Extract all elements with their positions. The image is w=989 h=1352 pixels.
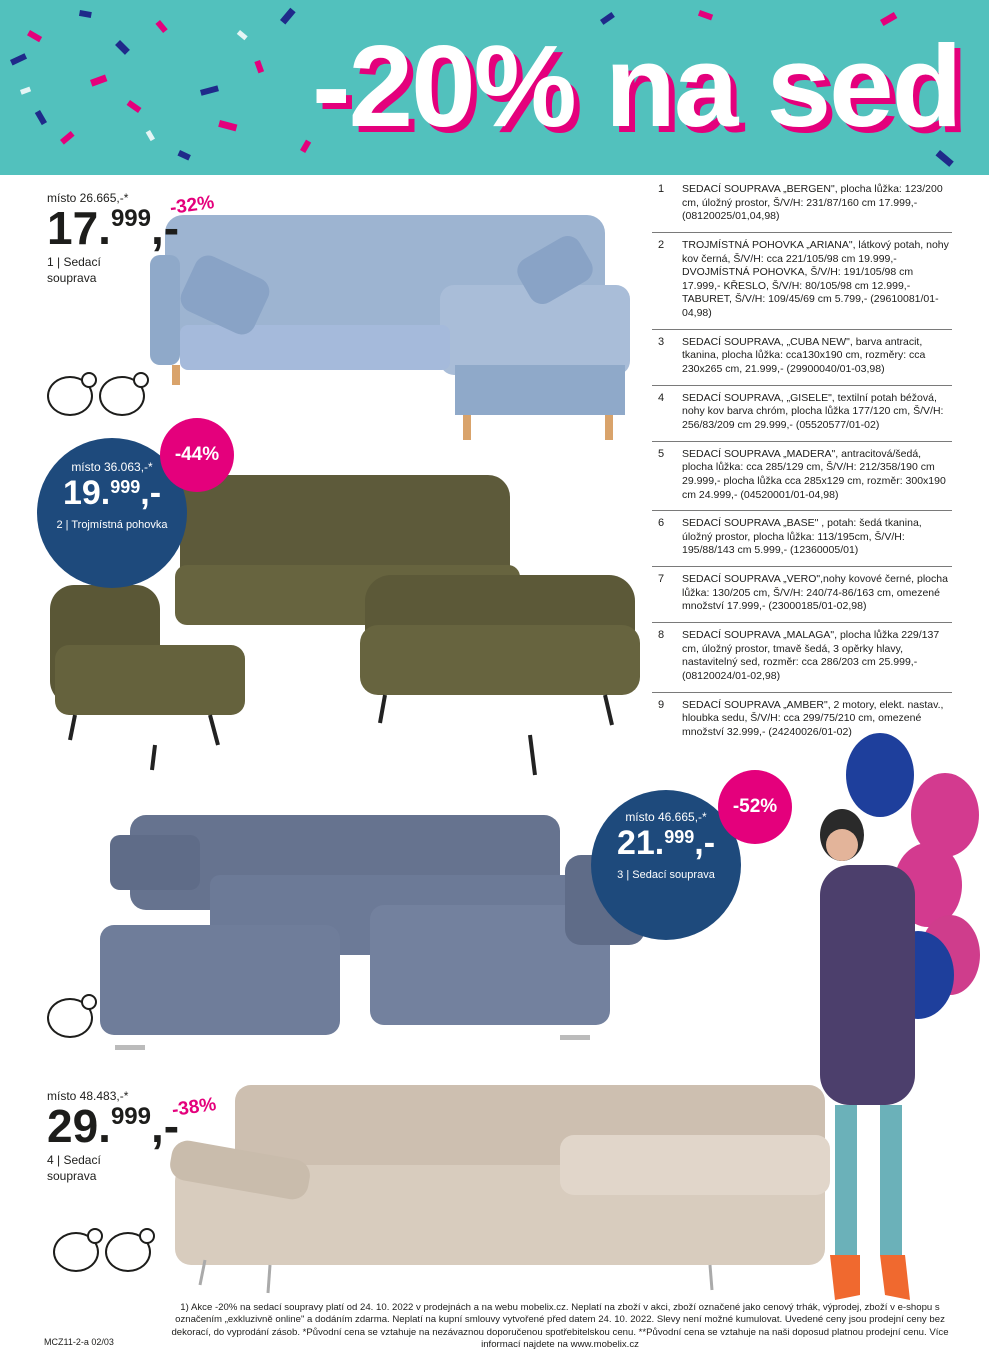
spec-text: SEDACÍ SOUPRAVA „VERO",nohy kovové černé, plocha lůžka: 130/205 cm, Š/V/H: 240/74-86/163 cm, omezené množství 17.999,- (23000185/01-02,98) [682,573,948,613]
offer-1-feature-icons [47,376,145,416]
offer-3-price-tail: ,- [694,824,716,862]
offer-3-price-cents: 999 [664,827,695,847]
page-code: MCZ11-2-a 02/03 [44,1337,114,1347]
bed-function-icon [47,376,93,416]
spec-text: SEDACÍ SOUPRAVA, „CUBA NEW", barva antracit, tkanina, plocha lůžka: cca130x190 cm, rozměry: cca 230x265 cm, 21.999,- (29900040/01-03,98) [682,335,926,376]
spec-text: SEDACÍ SOUPRAVA, „GISELE", textilní potah béžová, nohy kov barva chróm, plocha lůžka 177/120 cm, Š/V/H: 256/83/209 cm 29.999,- (05520577/01-02) [682,391,944,431]
offer-2-discount-badge [160,418,234,492]
spec-number: 3 [658,335,665,348]
offer-1-price-main: 17. [47,202,111,254]
offer-1-price-tail: ,- [151,202,180,254]
spec-number: 7 [658,573,665,586]
sofa-gisele-image [168,1085,830,1293]
offer-1-label: 1 | Sedací souprava [47,255,101,285]
offer-3-discount: -52% [732,796,778,817]
spec-item [652,699,952,748]
storage-space-icon [53,1232,99,1272]
spec-item [652,517,952,567]
offer-4-price [47,1089,179,1184]
product-spec-list [652,183,952,754]
bed-function-icon [47,998,93,1038]
spec-item [652,183,952,233]
offer-3-feature-icons [47,998,93,1038]
offer-2-price-main: 19. [62,474,111,512]
spec-number: 1 [658,183,665,195]
offer-3-was-price: místo 46.665,-* [625,810,707,824]
offer-1-was-price: místo 26.665,-* [47,191,129,205]
spec-item [652,392,952,442]
offer-4-price-tail: ,- [151,1100,180,1152]
offer-2-discount: -44% [174,444,220,465]
header-banner [0,0,989,175]
spec-item [652,448,952,512]
spec-number: 9 [658,698,665,711]
headline: -20% na sed [312,21,961,151]
woman-with-balloons-image [820,733,980,1300]
legal-footnote: 1) Akce -20% na sedací soupravy platí od 24. 10. 2022 v prodejnách a na webu mobelix.cz. Neplatí na zboží v akci, zboží označené jako cenový trhák, výprodej, zboží v e-shopu s označením „exkluzivně online" a dodáním zdarma. Neplatí na kupní smlouvy vytvořené před datem 24. 10. 2022. Slevy není možné kumulovat. Uvedené ceny jsou prodejní ceny bez dekorací, do vyprodání zásob. *Původní cena se vztahuje na nezávaznou doporučenou spotřebitelskou cenu. **Původní cena se vztahuje na naši doposud platnou prodejní cenu. Více informací najdete na www.mobelix.cz [171,1302,949,1351]
spec-item [652,336,952,386]
spec-number: 6 [658,517,665,530]
spec-text: SEDACÍ SOUPRAVA „AMBER", 2 motory, elekt. nastav., hloubka sedu, Š/V/H: cca 299/75/210 cm, omezené množství 32.999,- (24240026/01-02) [682,698,944,738]
offer-4-was-price: místo 48.483,-* [47,1089,129,1103]
offer-2-current-price [37,476,187,510]
offer-2-label: 2 | Trojmístná pohovka [56,519,168,531]
spec-number: 5 [658,447,665,460]
spec-number: 2 [658,238,665,251]
spec-text: SEDACÍ SOUPRAVA „BASE" , potah: šedá tkanina, úložný prostor, plocha lůžka: 113/195cm, Š/V/H: 195/88/143 cm 5.999,- (12360005/01) [682,517,922,557]
offer-3-label: 3 | Sedací souprava [617,869,715,881]
offer-1-price-cents: 999 [110,205,151,232]
spec-text: SEDACÍ SOUPRAVA „BERGEN", plocha lůžka: 123/200 cm, úložný prostor, Š/V/H: 231/87/160 cm 17.999,- (08120025/01,04,98) [682,183,943,223]
spec-number: 8 [658,629,665,642]
spec-text: TROJMÍSTNÁ POHOVKA „ARIANA", látkový potah, nohy kov černá, Š/V/H: cca 221/105/98 cm 19.999,- DVOJMÍSTNÁ POHOVKA, Š/V/H: 191/105/98 cm 17.999,- KŘESLO, Š/V/H: 80/105/98 cm 12.999,- TABURET, Š/V/H: 109/45/69 cm 5.799,- (29610081/01-04,98) [682,238,949,320]
spec-item [652,239,952,330]
offer-4-price-main: 29. [47,1100,111,1152]
offer-4-label: 4 | Sedací souprava [47,1153,101,1183]
spec-text: SEDACÍ SOUPRAVA „MADERA", antracitová/šedá, plocha lůžka: cca 285/129 cm, Š/V/H: 212/358/190 cm 29.999,- plocha lůžka cca 285x129 cm, rozměr: 300x190 cm 24.999,- (04520001/01-04,98) [682,447,946,501]
offer-4-price-cents: 999 [110,1103,151,1130]
offer-3-price-main: 21. [616,824,665,862]
offer-1-current-price [47,202,180,254]
spec-number: 4 [658,391,665,404]
offer-3-discount-badge [718,770,792,844]
spec-item [652,573,952,623]
bed-function-icon [105,1232,151,1272]
offer-2-price-tail: ,- [140,474,162,512]
offer-3-current-price [591,826,741,860]
sofa-bergen-image [150,215,630,440]
offer-4-current-price [47,1100,180,1152]
spec-item [652,629,952,693]
offer-1-discount: -32% [168,192,216,219]
offer-2-was-price: místo 36.063,-* [71,460,153,474]
storage-space-icon [99,376,145,416]
offer-2-price-cents: 999 [110,477,141,497]
offer-1-price [47,191,179,286]
spec-text: SEDACÍ SOUPRAVA „MALAGA", plocha lůžka 229/137 cm, úložný prostor, tmavě šedá, 3 opěrky hlavy, nastavitelný sed, rozměr: cca 286/203 cm 25.999,- (08120024/01-02,98) [682,629,940,682]
sofa-cuba-new-image [100,815,645,1050]
offer-4-discount: -38% [170,1094,218,1121]
offer-4-feature-icons [53,1232,151,1272]
